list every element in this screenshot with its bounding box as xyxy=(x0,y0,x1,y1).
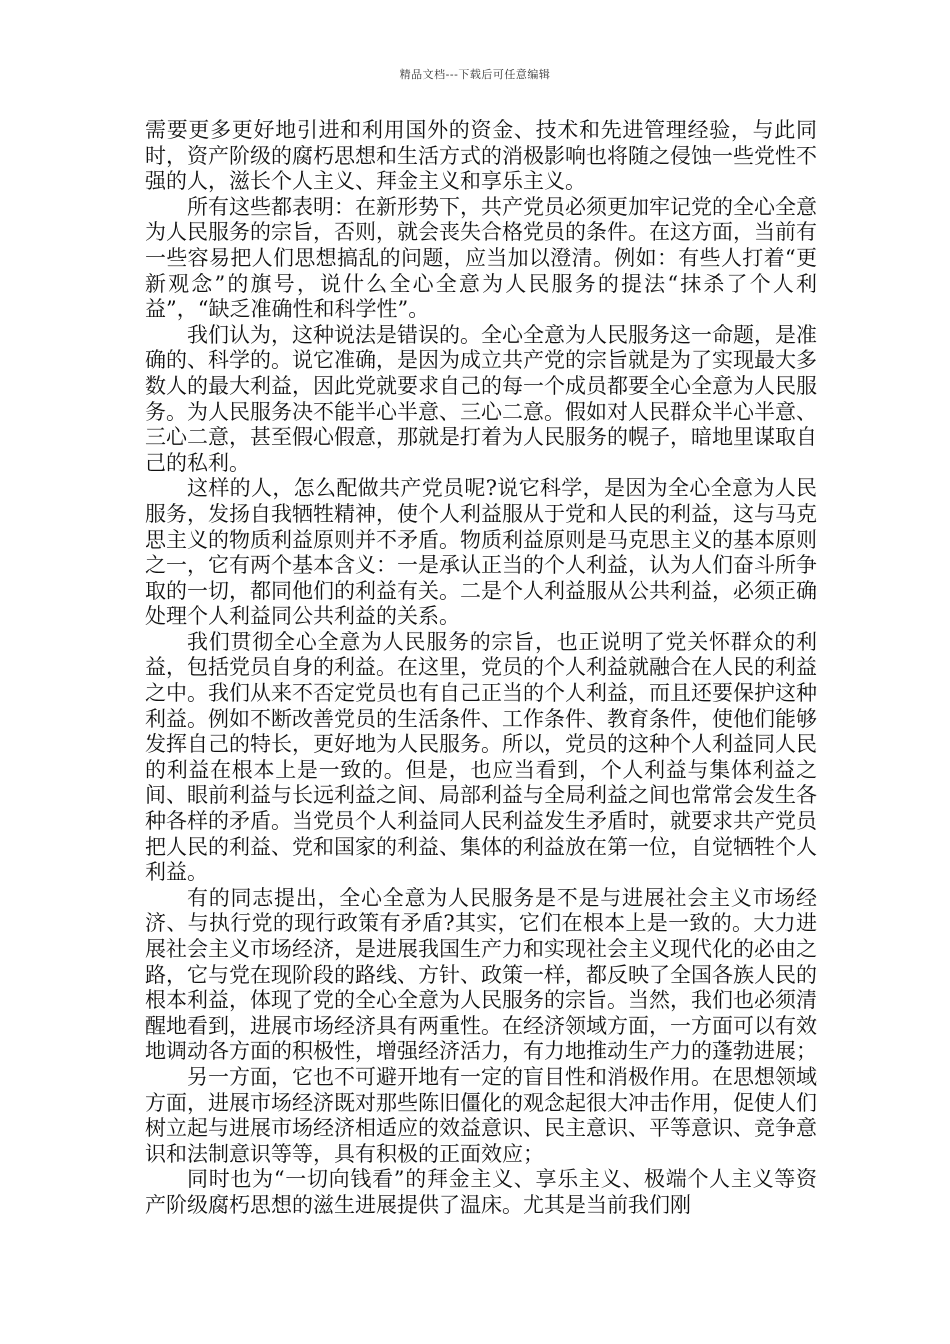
paragraph: 所有这些都表明：在新形势下，共产党员必须更加牢记党的全心全意为人民服务的宗旨，否则，就会丧失合格党员的条件。在这方面，当前有一些容易把人们思想搞乱的问题，应当加以澄清。例如：有些人打着“更新观念”的旗号，说什么全心全意为人民服务的提法“抹杀了个人利益”，“缺乏准确性和科学性”。 xyxy=(145,194,817,322)
page-header: 精品文档---下载后可任意编辑 xyxy=(399,68,551,81)
paragraph: 有的同志提出，全心全意为人民服务是不是与进展社会主义市场经济、与执行党的现行政策有矛盾?其实，它们在根本上是一致的。大力进展社会主义市场经济，是进展我国生产力和实现社会主义现代化的必由之路，它与党在现阶段的路线、方针、政策一样，都反映了全国各族人民的根本利益，体现了党的全心全意为人民服务的宗旨。当然，我们也必须清醒地看到，进展市场经济具有两重性。在经济领域方面，一方面可以有效地调动各方面的积极性，增强经济活力，有力地推动生产力的蓬勃进展； xyxy=(145,885,817,1064)
document-body xyxy=(145,118,817,1219)
paragraph: 我们贯彻全心全意为人民服务的宗旨，也正说明了党关怀群众的利益，包括党员自身的利益。在这里，党员的个人利益就融合在人民的利益之中。我们从来不否定党员也有自己正当的个人利益，而且还要保护这种利益。例如不断改善党员的生活条件、工作条件、教育条件，使他们能够发挥自己的特长，更好地为人民服务。所以，党员的这种个人利益同人民的利益在根本上是一致的。但是，也应当看到，个人利益与集体利益之间、眼前利益与长远利益之间、局部利益与全局利益之间也常常会发生各种各样的矛盾。当党员个人利益同人民利益发生矛盾时，就要求共产党员把人民的利益、党和国家的利益、集体的利益放在第一位，自觉牺牲个人利益。 xyxy=(145,629,817,885)
paragraph: 另一方面，它也不可避开地有一定的盲目性和消极作用。在思想领域方面，进展市场经济既对那些陈旧僵化的观念起很大冲击作用，促使人们树立起与进展市场经济相适应的效益意识、民主意识、平等意识、竞争意识和法制意识等等，具有积极的正面效应； xyxy=(145,1064,817,1166)
paragraph: 同时也为“一切向钱看”的拜金主义、享乐主义、极端个人主义等资产阶级腐朽思想的滋生进展提供了温床。尤其是当前我们刚 xyxy=(145,1167,817,1217)
paragraph: 我们认为，这种说法是错误的。全心全意为人民服务这一命题，是准确的、科学的。说它准确，是因为成立共产党的宗旨就是为了实现最大多数人的最大利益，因此党就要求自己的每一个成员都要全心全意为人民服务。为人民服务决不能半心半意、三心二意。假如对人民群众半心半意、三心二意，甚至假心假意，那就是打着为人民服务的幌子，暗地里谋取自己的私利。 xyxy=(145,322,817,475)
paragraph: 这样的人，怎么配做共产党员呢?说它科学，是因为全心全意为人民服务，发扬自我牺牲精神，使个人利益服从于党和人民的利益，这与马克思主义的物质利益原则并不矛盾。物质利益原则是马克思主义的基本原则之一，它有两个基本含义：一是承认正当的个人利益，认为人们奋斗所争取的一切，都同他们的利益有关。二是个人利益服从公共利益，必须正确处理个人利益同公共利益的关系。 xyxy=(145,476,817,629)
paragraph: 需要更多更好地引进和利用国外的资金、技术和先进管理经验，与此同时，资产阶级的腐朽思想和生活方式的消极影响也将随之侵蚀一些党性不强的人，滋长个人主义、拜金主义和享乐主义。 xyxy=(145,118,817,194)
